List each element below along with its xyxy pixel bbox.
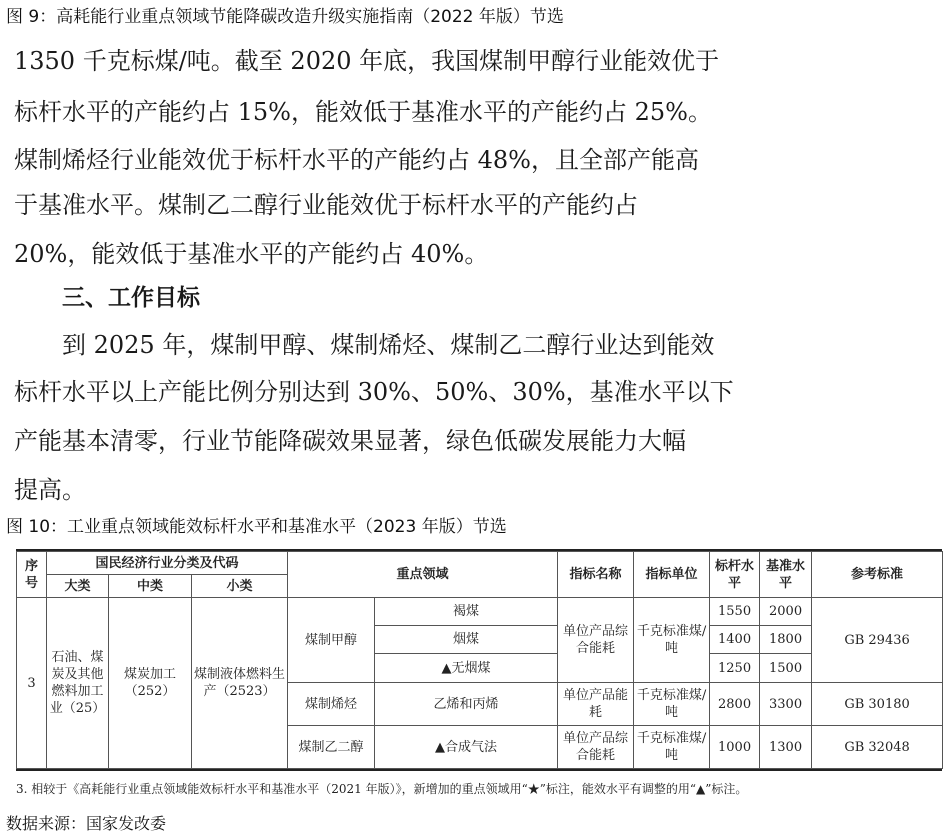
cell-unit: 千克标准煤/吨 [634,598,710,683]
cell-standard: GB 30180 [812,683,943,726]
data-source: 数据来源：国家发改委 [6,814,167,833]
cell-baseline: 1500 [760,654,812,683]
cell-benchmark: 1400 [710,626,760,654]
doc-line: 20%，能效低于基准水平的产能约占 40%。 [14,240,489,268]
efficiency-table-container [16,549,942,771]
cell-baseline: 1300 [760,726,812,769]
cell-baseline: 1800 [760,626,812,654]
cell-benchmark: 2800 [710,683,760,726]
cell-sub: 烟煤 [375,626,558,654]
cell-seq: 3 [17,598,47,769]
doc-line: 到 2025 年，煤制甲醇、煤制烯烃、煤制乙二醇行业达到能效 [62,331,715,359]
table-footnote: 3. 相较于《高耗能行业重点领域能效标杆水平和基准水平（2021 年版）》，新增加的重点领域用“★”标注，能效水平有调整的用“▲”标注。 [16,782,748,796]
cell-benchmark: 1550 [710,598,760,626]
cell-major: 石油、煤炭及其他燃料加工业（25） [47,598,109,769]
header-benchmark: 标杆水平 [710,552,760,598]
figure10-caption: 图 10：工业重点领域能效标杆水平和基准水平（2023 年版）节选 [6,517,507,537]
header-indicator: 指标名称 [558,552,634,598]
cell-medium: 煤炭加工（252） [109,598,192,769]
header-standard: 参考标准 [812,552,943,598]
cell-field: 煤制甲醇 [288,598,375,683]
cell-standard: GB 32048 [812,726,943,769]
cell-baseline: 3300 [760,683,812,726]
doc-line: 标杆水平的产能约占 15%，能效低于基准水平的产能约占 25%。 [14,98,712,126]
header-field: 重点领域 [288,552,558,598]
section-heading: 三、工作目标 [62,285,200,311]
doc-line: 于基准水平。煤制乙二醇行业能效优于标杆水平的产能约占 [14,191,638,219]
header-major: 大类 [47,575,109,598]
doc-line: 煤制烯烃行业能效优于标杆水平的产能约占 48%，且全部产能高 [14,146,699,174]
header-baseline: 基准水平 [760,552,812,598]
efficiency-table [16,551,943,769]
cell-sub: 褐煤 [375,598,558,626]
figure9-caption: 图 9：高耗能行业重点领域节能降碳改造升级实施指南（2022 年版）节选 [6,7,564,27]
cell-indicator: 单位产品能耗 [558,683,634,726]
cell-sub: 乙烯和丙烯 [375,683,558,726]
cell-unit: 千克标准煤/吨 [634,683,710,726]
document-excerpt [0,32,952,512]
doc-line: 1350 千克标煤/吨。截至 2020 年底，我国煤制甲醇行业能效优于 [14,47,720,75]
table-row [17,598,943,626]
cell-standard: GB 29436 [812,598,943,683]
cell-indicator: 单位产品综合能耗 [558,726,634,769]
header-unit: 指标单位 [634,552,710,598]
doc-line: 提高。 [14,476,86,504]
cell-benchmark: 1250 [710,654,760,683]
cell-indicator: 单位产品综合能耗 [558,598,634,683]
cell-sub: ▲合成气法 [375,726,558,769]
cell-field: 煤制乙二醇 [288,726,375,769]
header-industry-group: 国民经济行业分类及代码 [47,552,288,575]
header-minor: 小类 [192,575,288,598]
cell-field: 煤制烯烃 [288,683,375,726]
header-medium: 中类 [109,575,192,598]
cell-sub: ▲无烟煤 [375,654,558,683]
cell-unit: 千克标准煤/吨 [634,726,710,769]
cell-minor: 煤制液体燃料生产（2523） [192,598,288,769]
header-seq: 序号 [17,552,47,598]
doc-line: 标杆水平以上产能比例分别达到 30%、50%、30%，基准水平以下 [14,378,734,406]
cell-baseline: 2000 [760,598,812,626]
doc-line: 产能基本清零，行业节能降碳效果显著，绿色低碳发展能力大幅 [14,427,686,455]
cell-benchmark: 1000 [710,726,760,769]
